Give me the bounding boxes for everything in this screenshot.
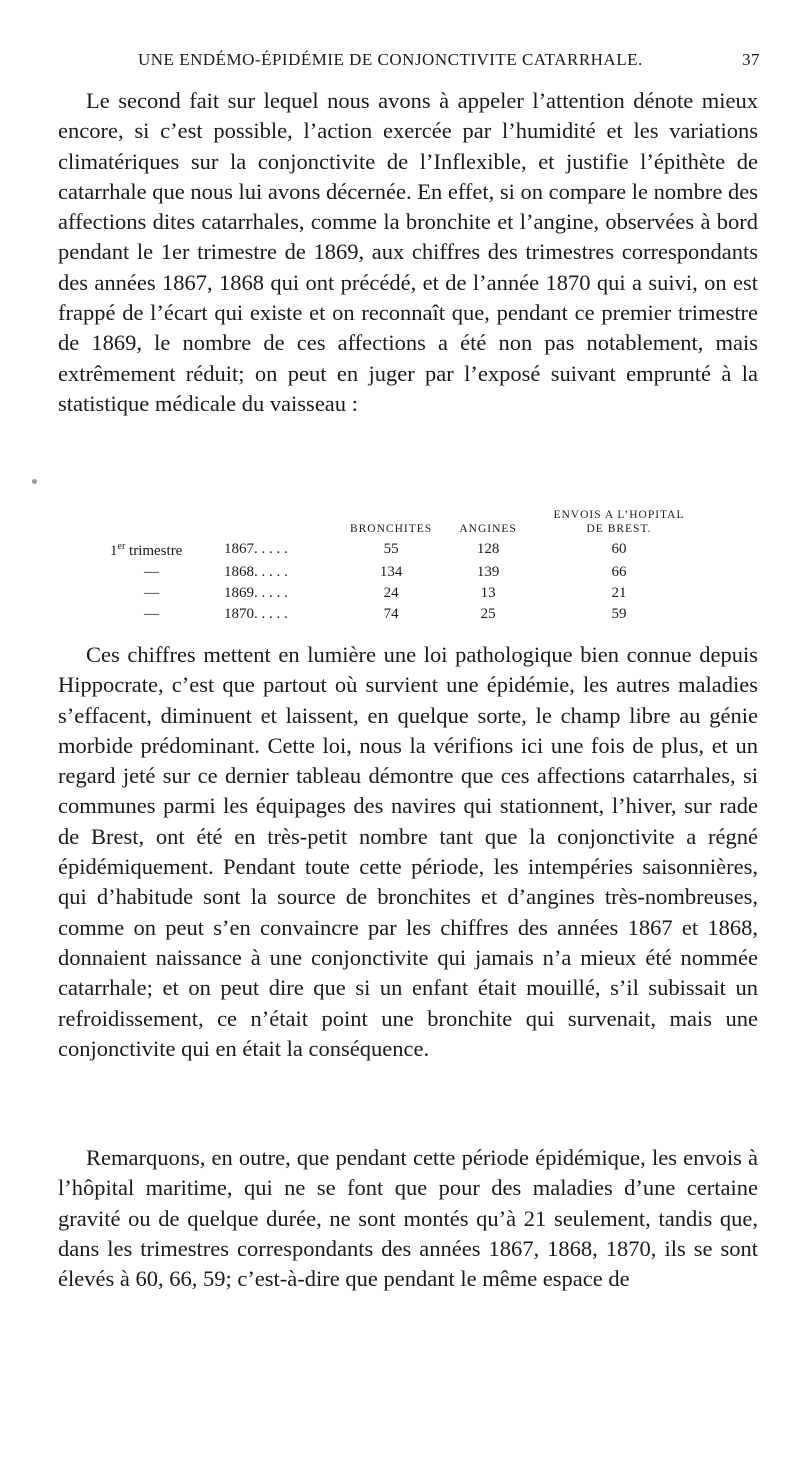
- cell-bronchites: 24: [383, 585, 399, 601]
- cell-angines: 128: [476, 540, 500, 557]
- scan-speck: [32, 479, 37, 484]
- cell-envois: 59: [611, 606, 627, 622]
- page-number: 37: [742, 50, 760, 69]
- table-header-row: [110, 508, 710, 536]
- row-label: —: [144, 585, 159, 601]
- header-angines: ANGINES: [459, 523, 517, 535]
- row-label: 1er trimestre: [110, 541, 183, 559]
- cell-angines: 25: [480, 606, 496, 622]
- paragraph-3: [58, 1143, 758, 1294]
- cell-bronchites: 74: [383, 606, 399, 622]
- cell-envois: 66: [611, 564, 627, 580]
- table-row: [110, 562, 710, 583]
- paragraph-2: [58, 640, 758, 1064]
- row-label: —: [144, 606, 159, 622]
- header-bronchites: BRONCHITES: [349, 523, 433, 535]
- header-empty-label: [110, 508, 224, 536]
- table-row: [110, 583, 710, 604]
- paragraph-3-text: Remarquons, en outre, que pendant cette période épidémique, les envois à l’hôpital maritime, qui ne se font que pour des maladies d’une certaine gravité ou de quelque durée, ne sont montés qu’à 21 seulement, tandis que, dans les trimestres correspondants des années 1867, 1868, 1870, ils se sont élevés à 60, 66, 59; c’est-à-dire que pendant le même espace de: [58, 1145, 758, 1292]
- row-year: 1868. . . . .: [224, 564, 288, 580]
- header-empty-year: [224, 508, 334, 536]
- header-envois-line1: ENVOIS A L’HOPITAL: [553, 509, 685, 521]
- row-year: 1870. . . . .: [224, 606, 288, 622]
- cell-angines: 139: [476, 564, 500, 580]
- row-label: —: [144, 564, 159, 580]
- cell-bronchites: 134: [379, 564, 403, 580]
- row-year: 1867. . . . .: [224, 540, 288, 557]
- paragraph-2-text: Ces chiffres mettent en lumière une loi pathologique bien connue depuis Hippocrate, c’est que partout où survient une épidémie, les autres maladies s’effacent, diminuent et laissent, en quelque sorte, le champ libre au génie morbide prédominant. Cette loi, nous la vérifions ici une fois de plus, et un regard jeté sur ce dernier tableau démontre que ces affections catarrhales, si communes parmi les équipages des navires qui stationnent, l’hiver, sur rade de Brest, ont été en très-petit nombre tant que la conjonctivite a régné épidémiquement. Pendant toute cette période, les intempéries saisonnières, qui d’habitude sont la source de bronchites et d’angines très-nombreuses, comme on peut s’en convaincre par les chiffres des années 1867 et 1868, donnaient naissance à une conjonctivite qui jamais n’a mieux été nommée catarrhale; et on peut dire que si un enfant était mouillé, s’il subissait un refroidissement, ce n’était point une bronchite qui survenait, mais une conjonctivite qui en était la conséquence.: [58, 642, 758, 1061]
- running-title: UNE ENDÉMO-ÉPIDÉMIE DE CONJONCTIVITE CATARRHALE.: [138, 50, 643, 69]
- header-envois-line2: DE BREST.: [586, 523, 652, 535]
- cell-envois: 21: [611, 585, 627, 601]
- running-header: [58, 50, 760, 76]
- statistics-table: [110, 508, 710, 625]
- cell-envois: 60: [611, 540, 627, 557]
- cell-bronchites: 55: [383, 540, 399, 557]
- paragraph-1: [58, 86, 758, 419]
- table-row: [110, 604, 710, 625]
- table-row: [110, 536, 710, 562]
- header-envois: [528, 508, 710, 536]
- paragraph-1-text: Le second fait sur lequel nous avons à appeler l’attention dénote mieux encore, si c’est possible, l’action exercée par l’humidité et les variations climatériques sur la conjonctivite de l’Inflexible, et justifie l’épithète de catarrhale que nous lui avons décernée. En effet, si on compare le nombre des affections dites catarrhales, comme la bronchite et l’angine, observées à bord pendant le 1er trimestre de 1869, aux chiffres des trimestres correspondants des années 1867, 1868 qui ont précédé, et de l’année 1870 qui a suivi, on est frappé de l’écart qui existe et on reconnaît que, pendant ce premier trimestre de 1869, le nombre de ces affections a été non pas notablement, mais extrêmement réduit; on peut en juger par l’exposé suivant emprunté à la statistique médicale du vaisseau :: [58, 88, 758, 416]
- row-year: 1869. . . . .: [224, 585, 288, 601]
- cell-angines: 13: [480, 585, 496, 601]
